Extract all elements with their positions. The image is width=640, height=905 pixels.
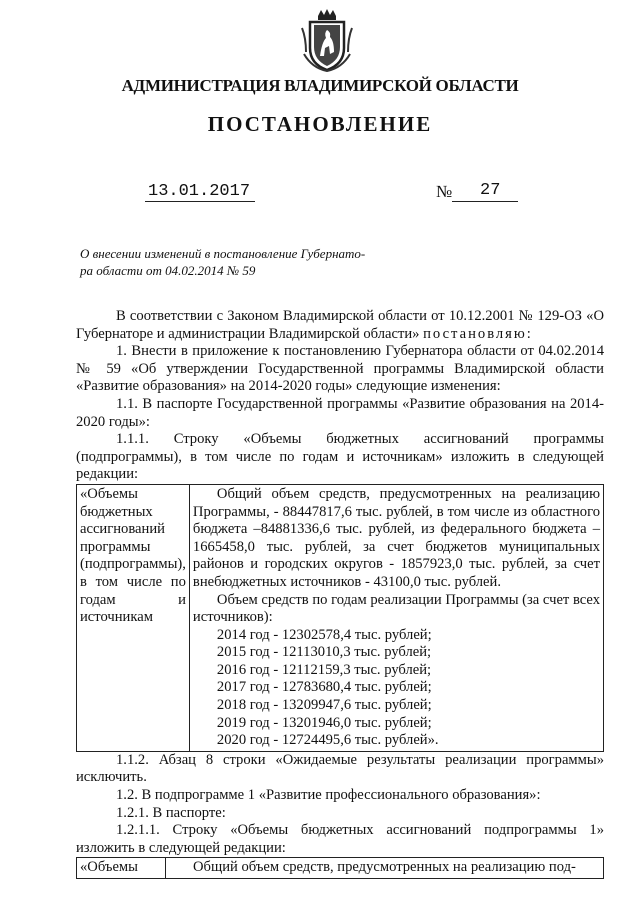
paragraph-1-1-2: 1.1.2. Абзац 8 строки «Ожидаемые результаты реализации программы» исключить. xyxy=(76,751,604,786)
paragraph-1-2-1: 1.2.1. В паспорте: xyxy=(116,804,226,821)
paragraph-1: 1. Внести в приложение к постановлению Губернатора области от 04.02.2014 № 59 «Об утверждении Государственной программы Владимирской области «Развитие образования» на 2014-2020 годы» следующие изменения: xyxy=(76,343,604,395)
subject-line: ра области от 04.02.2014 № 59 xyxy=(80,263,256,278)
paragraph-preamble xyxy=(76,308,604,343)
row-label-cell: «Объемы xyxy=(77,858,166,879)
preamble-text: В соответствии с Законом Владимирской области от 10.12.2001 № 129-ОЗ «О Губернаторе и администрации Владимирской области» xyxy=(76,308,604,342)
year-item: 2020 год - 12724495,6 тыс. рублей». xyxy=(216,732,439,749)
document-type: ПОСТАНОВЛЕНИЕ xyxy=(207,112,433,136)
funding-table xyxy=(76,484,604,752)
total-funding-text: Общий объем средств, предусмотренных на реализацию Программы, - 88447817,6 тыс. рублей, в том числе из областного бюджета –84881336,6 тыс. рублей, из федерального бюджета – 1665458,0 тыс. рублей, за счет бюджетов муниципальных районов и городских округов - 1857923,0 тыс. рублей, за счет внебюджетных источников - 43100,0 тыс. рублей. xyxy=(192,485,600,590)
paragraph-1-1-1: 1.1.1. Строку «Объемы бюджетных ассигнований программы (подпрограммы), в том числе по годам и источникам» изложить в следующей редакции: xyxy=(76,431,604,483)
year-item: 2019 год - 13201946,0 тыс. рублей; xyxy=(216,714,432,731)
subprogram-funding-table xyxy=(76,857,604,879)
document-date: 13.01.2017 xyxy=(148,182,251,201)
paragraph-1-2-1-1: 1.2.1.1. Строку «Объемы бюджетных ассигнований подпрограммы 1» изложить в следующей редакции: xyxy=(76,822,604,856)
coat-of-arms-icon xyxy=(300,8,354,72)
date-underline xyxy=(145,201,255,202)
year-item: 2018 год - 13209947,6 тыс. рублей; xyxy=(216,697,432,714)
table-row xyxy=(77,484,604,751)
year-item: 2017 год - 12783680,4 тыс. рублей; xyxy=(216,679,432,696)
number-underline xyxy=(452,201,518,202)
decree-word: постановляю: xyxy=(423,325,533,342)
row-value-cell xyxy=(166,858,604,879)
year-item: 2016 год - 12112159,3 тыс. рублей; xyxy=(216,661,432,678)
subject-line: О внесении изменений в постановление Губернато- xyxy=(80,246,366,261)
paragraph-1-2: 1.2. В подпрограмме 1 «Развитие профессионального образования»: xyxy=(116,787,541,804)
document-number: 27 xyxy=(480,181,501,200)
number-label: № xyxy=(436,182,453,201)
year-item: 2015 год - 12113010,3 тыс. рублей; xyxy=(216,644,432,661)
document-body xyxy=(76,308,604,879)
row-label-cell: «Объемы бюджетных ассигнований программы (подпрограммы), в том числе по годам и источникам xyxy=(77,484,190,751)
table-row xyxy=(77,858,604,879)
year-item: 2014 год - 12302578,4 тыс. рублей; xyxy=(216,626,432,643)
row-value-cell xyxy=(189,484,603,751)
paragraph-1-1: 1.1. В паспорте Государственной программы «Развитие образования на 2014-2020 годы»: xyxy=(76,395,604,430)
organization-title: АДМИНИСТРАЦИЯ ВЛАДИМИРСКОЙ ОБЛАСТИ xyxy=(121,76,519,95)
document-subject xyxy=(80,245,380,279)
funding-by-year-intro: Объем средств по годам реализации Программы (за счет всех источников): xyxy=(192,591,600,626)
subprogram-funding-text: Общий объем средств, предусмотренных на реализацию под- xyxy=(193,859,576,876)
